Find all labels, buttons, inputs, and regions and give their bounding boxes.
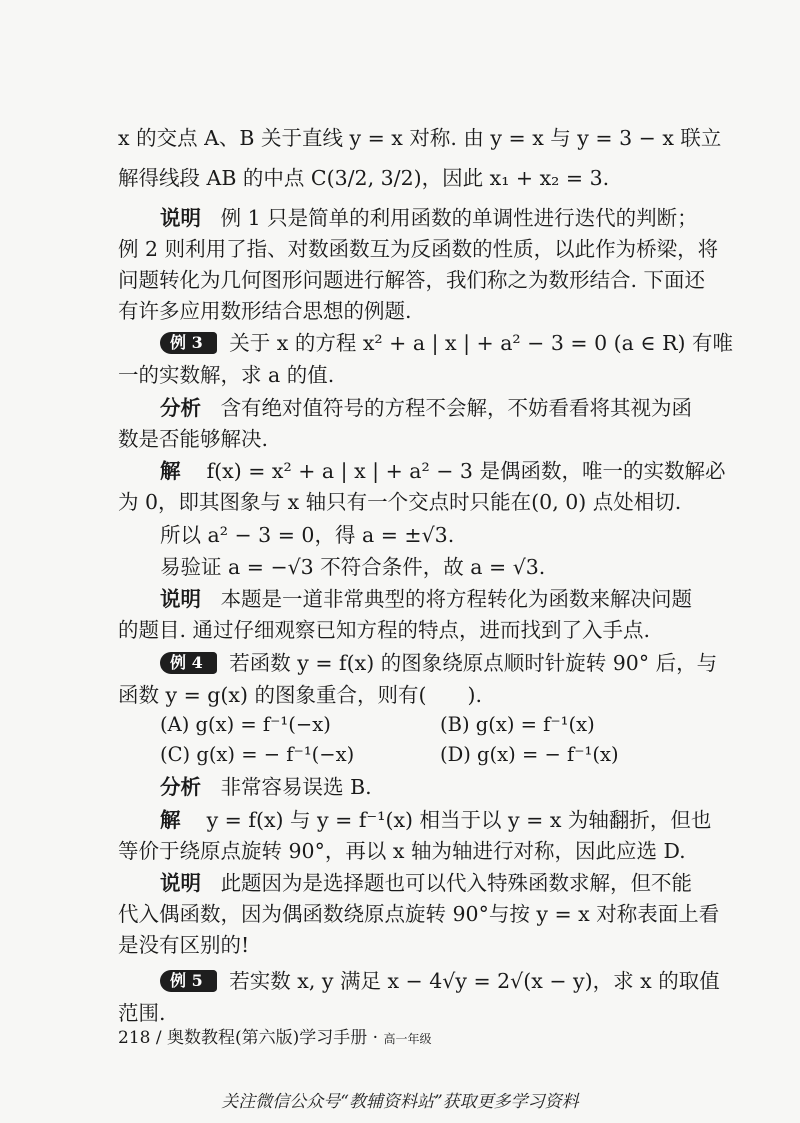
example-text: 关于 x 的方程 x² + a | x | + a² − 3 = 0 (a ∈ R) 有唯 [229, 331, 734, 355]
watermark-text: 关注微信公众号“教辅资料站”获取更多学习资料 [221, 1092, 579, 1112]
text-line: 例 2 则利用了指、对数函数互为反函数的性质，以此作为桥梁，将 [118, 237, 719, 261]
example-badge: 例 3 [160, 332, 217, 354]
text-line: 问题转化为几何图形问题进行解答，我们称之为数形结合. 下面还 [118, 268, 706, 292]
text-line: 范围. [118, 1001, 166, 1025]
text-line: 有许多应用数形结合思想的例题. [118, 299, 412, 323]
note-heading: 说明 [160, 871, 201, 895]
solution-text: f(x) = x² + a | x | + a² − 3 是偶函数，唯一的实数解必 [206, 459, 726, 483]
note-heading: 说明 [160, 206, 201, 230]
note-line [160, 584, 730, 614]
text-line: 的题目. 通过仔细观察已知方程的特点，进而找到了入手点. [118, 618, 651, 642]
note-line [160, 203, 730, 233]
book-title: 奥数教程(第六版)学习手册 · [167, 1028, 379, 1048]
grade-label: 高一年级 [383, 1032, 432, 1046]
analysis-text: 非常容易误选 B. [220, 775, 372, 799]
option-a: (A) g(x) = f⁻¹(−x) [160, 713, 331, 736]
analysis-line [160, 393, 730, 423]
text-line: 易验证 a = −√3 不符合条件，故 a = √3. [160, 555, 546, 579]
analysis-text: 含有绝对值符号的方程不会解，不妨看看将其视为函 [220, 396, 693, 420]
example-badge: 例 5 [160, 970, 217, 992]
solution-line [160, 456, 730, 486]
solution-text: y = f(x) 与 y = f⁻¹(x) 相当于以 y = x 为轴翻折，但也 [206, 808, 712, 832]
option-b: (B) g(x) = f⁻¹(x) [440, 713, 595, 736]
example-line [160, 648, 730, 678]
note-line [160, 868, 730, 898]
note-text: 例 1 只是简单的利用函数的单调性进行迭代的判断； [220, 206, 698, 230]
text-line: 代入偶函数，因为偶函数绕原点旋转 90°与按 y = x 对称表面上看 [118, 902, 720, 926]
solution-heading: 解 [160, 459, 181, 483]
analysis-line [160, 772, 730, 802]
text-line: 所以 a² − 3 = 0，得 a = ±√3. [160, 523, 455, 547]
option-d: (D) g(x) = − f⁻¹(x) [440, 743, 619, 766]
text-line: 为 0，即其图象与 x 轴只有一个交点时只能在(0, 0) 点处相切. [118, 490, 682, 514]
note-text: 此题因为是选择题也可以代入特殊函数求解，但不能 [220, 871, 693, 895]
analysis-heading: 分析 [160, 775, 201, 799]
note-text: 本题是一道非常典型的将方程转化为函数来解决问题 [220, 587, 693, 611]
text-line: 函数 y = g(x) 的图象重合，则有( ). [118, 683, 483, 707]
note-heading: 说明 [160, 587, 201, 611]
option-c: (C) g(x) = − f⁻¹(−x) [160, 743, 355, 766]
example-line [160, 966, 730, 996]
solution-line [160, 805, 730, 835]
text-line: 一的实数解，求 a 的值. [118, 363, 335, 387]
page-number: 218 / [118, 1028, 162, 1048]
text-line: 是没有区别的! [118, 933, 250, 957]
solution-heading: 解 [160, 808, 181, 832]
example-text: 若函数 y = f(x) 的图象绕原点顺时针旋转 90° 后，与 [229, 651, 718, 675]
analysis-heading: 分析 [160, 396, 201, 420]
text-line: 解得线段 AB 的中点 C(3/2, 3/2)，因此 x₁ + x₂ = 3. [118, 166, 610, 190]
example-badge: 例 4 [160, 652, 217, 674]
example-text: 若实数 x, y 满足 x − 4√y = 2√(x − y)，求 x 的取值 [229, 969, 720, 993]
example-line [160, 328, 734, 358]
page-footer [118, 1026, 432, 1051]
text-line: 等价于绕原点旋转 90°，再以 x 轴为轴进行对称，因此应选 D. [118, 839, 686, 863]
text-line: x 的交点 A、B 关于直线 y = x 对称. 由 y = x 与 y = 3 − x 联立 [118, 126, 722, 150]
text-line: 数是否能够解决. [118, 427, 269, 451]
